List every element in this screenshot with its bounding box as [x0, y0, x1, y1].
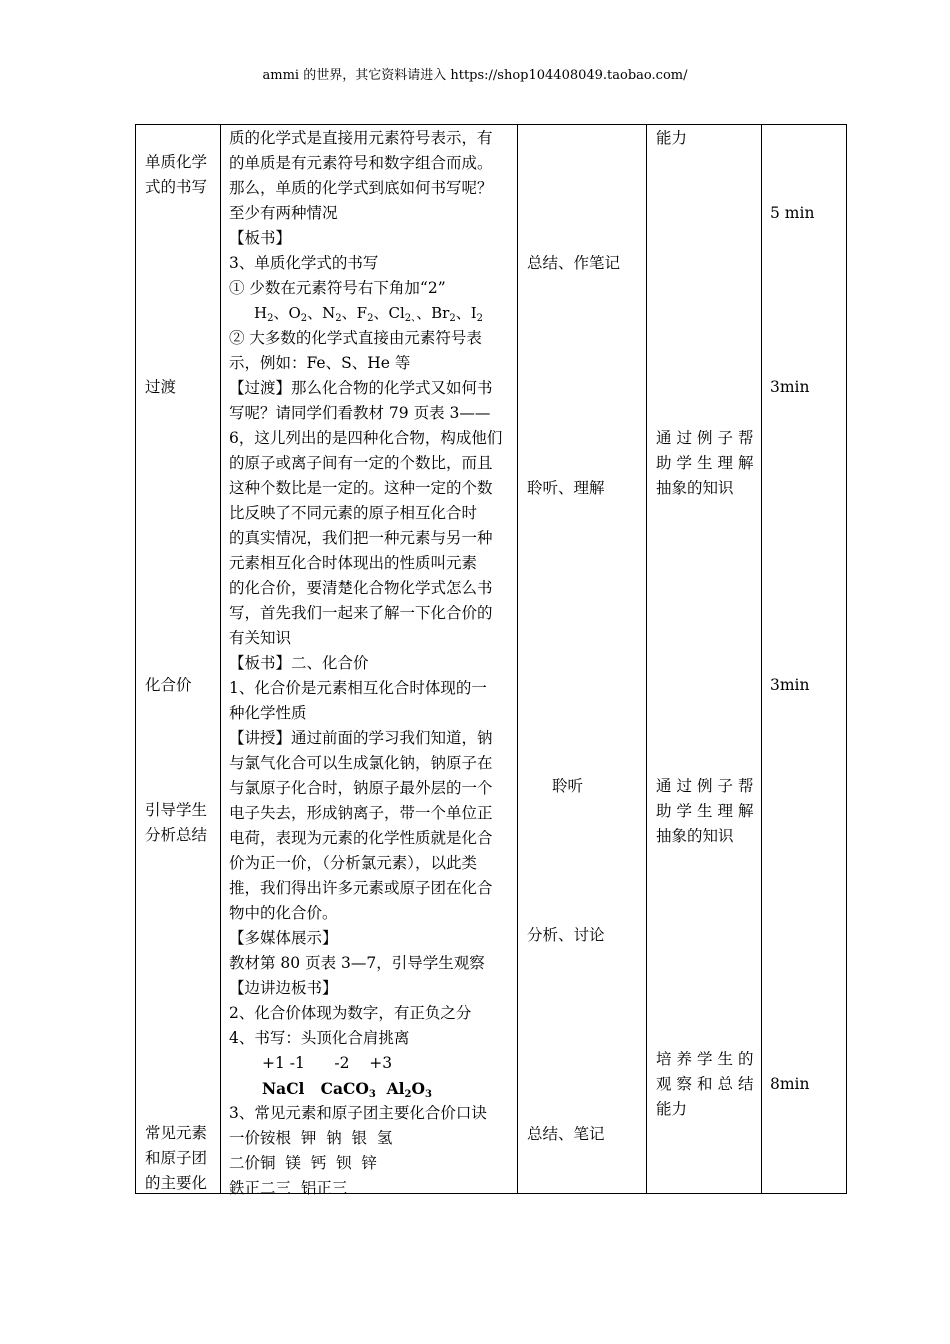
teacher-text-line: 比反映了不同元素的原子相互化合时 [229, 504, 478, 522]
teacher-text-line: 写呢？请同学们看教材 79 页表 3—— [229, 404, 491, 422]
student-activity: 聆听 [552, 777, 584, 795]
teacher-text-line: 教材第 80 页表 3—7，引导学生观察 [229, 954, 485, 972]
teacher-text-line: 3、单质化学式的书写 [229, 254, 379, 272]
column-divider [761, 125, 762, 1193]
teacher-text-line: 二价铜 镁 钙 钡 锌 [229, 1154, 377, 1172]
teacher-text-line: 1、化合价是元素相互化合时体现的一 [229, 679, 487, 697]
design-intent: 助学生理解 [656, 802, 759, 820]
teacher-text-line: 示，例如：Fe、S、He 等 [229, 354, 411, 372]
design-intent: 助学生理解 [656, 454, 759, 472]
step-label: 的主要化 [145, 1174, 208, 1192]
teacher-text-line: 【边讲边板书】 [229, 979, 338, 997]
teacher-text-line: 有关知识 [229, 629, 292, 647]
design-intent: 能力 [656, 1100, 688, 1118]
design-intent: 能力 [656, 129, 688, 147]
step-label: 化合价 [145, 676, 192, 694]
teacher-text-line: 物中的化合价。 [229, 904, 338, 922]
design-intent: 抽象的知识 [656, 827, 734, 845]
teacher-text-line: 【过渡】那么化合物的化学式又如何书 [229, 379, 493, 397]
time-allotment: 8min [770, 1075, 810, 1093]
teacher-text-line: 【板书】 [229, 229, 292, 247]
teacher-text-line: 3、常见元素和原子团主要化合价口诀 [229, 1104, 487, 1122]
step-label: 式的书写 [145, 178, 208, 196]
teacher-text-line: 推，我们得出许多元素或原子团在化合 [229, 879, 493, 897]
teacher-text-line: 2、化合价体现为数字，有正负之分 [229, 1004, 472, 1022]
step-label: 引导学生 [145, 801, 208, 819]
teacher-text-line: 元素相互化合时体现出的性质叫元素 [229, 554, 478, 572]
teacher-text-line: 与氯气化合可以生成氯化钠，钠原子在 [229, 754, 493, 772]
student-activity: 聆听、理解 [527, 479, 605, 497]
design-intent: 培养学生的 [656, 1050, 759, 1068]
design-intent: 通过例子帮 [656, 429, 759, 447]
teacher-text-line: 电子失去，形成钠离子，带一个单位正 [229, 804, 493, 822]
step-label: 和原子团 [145, 1149, 208, 1167]
teacher-text-line: 的真实情况，我们把一种元素与另一种 [229, 529, 493, 547]
student-activity: 总结、笔记 [527, 1125, 605, 1143]
student-activity: 总结、作笔记 [527, 254, 621, 272]
time-allotment: 5 min [770, 204, 815, 222]
design-intent: 抽象的知识 [656, 479, 734, 497]
compound-formulas: NaCl CaCO$_3$ $Al_2O_3$ [262, 1079, 432, 1100]
time-allotment: 3min [770, 378, 810, 396]
teacher-text-line: 那么，单质的化学式到底如何书写呢？ [229, 179, 493, 197]
teacher-text-line: 4、书写：头顶化合肩挑离 [229, 1029, 410, 1047]
lesson-plan-table [135, 124, 847, 1197]
teacher-text-line: 的化合价，要清楚化合物化学式怎么书 [229, 579, 493, 597]
teacher-text-line: 价为正一价，（分析氯元素），以此类 [229, 854, 478, 872]
step-label: 常见元素 [145, 1124, 208, 1142]
column-divider [646, 125, 647, 1193]
teacher-text-line: 种化学性质 [229, 704, 307, 722]
step-label: 分析总结 [145, 826, 208, 844]
diatomic-formulas: $H_2$、$O_2$、$N_2$、$F_2$、$Cl_{2、}$、$Br_2$、$I_2$ [254, 304, 484, 324]
column-divider [517, 125, 518, 1193]
teacher-text-line: 一价铵根 钾 钠 银 氢 [229, 1129, 393, 1147]
teacher-text-line: 【讲授】通过前面的学习我们知道，钠 [229, 729, 493, 747]
design-intent: 通过例子帮 [656, 777, 759, 795]
teacher-text-line: 至少有两种情况 [229, 204, 338, 222]
teacher-text-line: 写，首先我们一起来了解一下化合价的 [229, 604, 493, 622]
teacher-text-line: 电荷，表现为元素的化学性质就是化合 [229, 829, 493, 847]
design-intent: 观察和总结 [656, 1075, 759, 1093]
teacher-text-line: ② 大多数的化学式直接由元素符号表 [229, 329, 482, 347]
student-activity: 分析、讨论 [527, 926, 605, 944]
step-label: 单质化学 [145, 153, 208, 171]
teacher-text-line: 6，这儿列出的是四种化合物，构成他们 [229, 429, 503, 447]
teacher-text-line: 与氯原子化合时，钠原子最外层的一个 [229, 779, 493, 797]
step-label: 过渡 [145, 378, 177, 396]
time-allotment: 3min [770, 676, 810, 694]
column-divider [220, 125, 221, 1193]
teacher-text-line: 鉄正二三 铝正三 [229, 1179, 348, 1197]
teacher-text-line: 【板书】二、化合价 [229, 654, 369, 672]
teacher-text-line: 质的化学式是直接用元素符号表示，有 [229, 129, 493, 147]
teacher-text-line: 这种个数比是一定的。这种一定的个数 [229, 479, 493, 497]
page-header: ammi 的世界，其它资料请进入 https://shop104408049.taobao.com/ [262, 68, 688, 83]
valence-numbers: +1 -1 -2 +3 [262, 1054, 393, 1072]
teacher-text-line: 的单质是有元素符号和数字组合而成。 [229, 154, 493, 172]
teacher-text-line: 的原子或离子间有一定的个数比，而且 [229, 454, 493, 472]
teacher-text-line: ① 少数在元素符号右下角加“2” [229, 279, 446, 297]
teacher-text-line: 【多媒体展示】 [229, 929, 338, 947]
